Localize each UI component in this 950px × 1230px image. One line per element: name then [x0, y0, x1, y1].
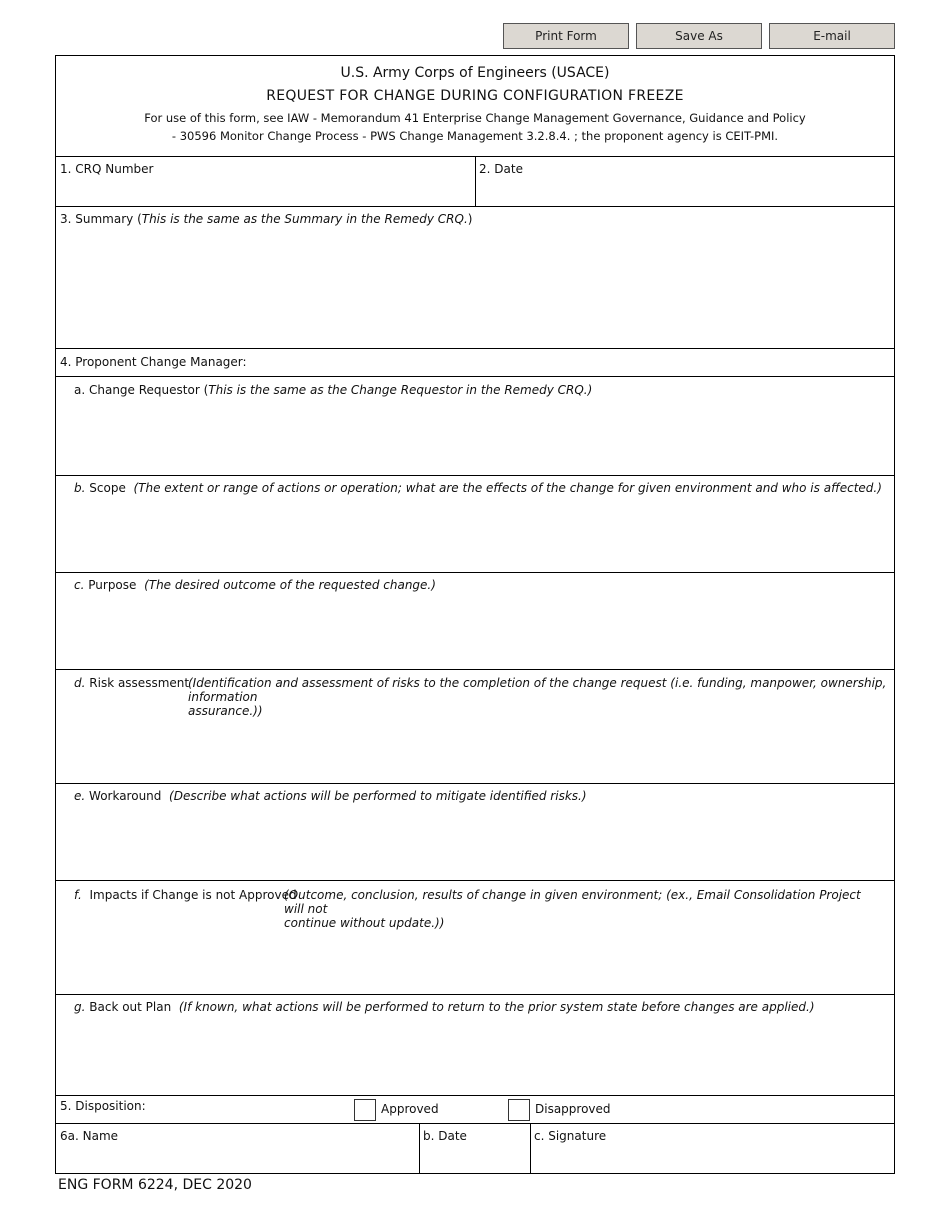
disapproved-checkbox[interactable]	[508, 1099, 530, 1121]
form-title: REQUEST FOR CHANGE DURING CONFIGURATION FREEZE	[266, 88, 684, 104]
instructions-line-2: - 30596 Monitor Change Process - PWS Change Management 3.2.8.4. ; the proponent agency is CEIT-PMI.	[171, 129, 779, 143]
workaround-row	[56, 783, 894, 880]
purpose-label: c. Purpose (The desired outcome of the requested change.)	[74, 578, 436, 592]
impacts-input[interactable]	[74, 925, 888, 989]
name-label: 6a. Name	[60, 1129, 119, 1143]
change-requestor-input[interactable]	[74, 403, 888, 471]
approved-checkbox[interactable]	[354, 1099, 376, 1121]
crq-row	[56, 156, 894, 206]
purpose-input[interactable]	[74, 599, 888, 665]
disposition-label: 5. Disposition:	[60, 1099, 146, 1113]
purpose-row	[56, 572, 894, 669]
scope-input[interactable]	[74, 502, 888, 568]
change-requestor-label: a. Change Requestor (This is the same as the Change Requestor in the Remedy CRQ.)	[74, 383, 593, 397]
change-request-form	[55, 55, 895, 1174]
summary-label: 3. Summary (This is the same as the Summary in the Remedy CRQ.)	[60, 212, 473, 226]
print-form-button[interactable]: Print Form	[503, 23, 629, 49]
instructions-line-1: For use of this form, see IAW - Memorandum 41 Enterprise Change Management Governance, Guidance and Policy	[144, 111, 806, 125]
impacts-row	[56, 880, 894, 994]
impacts-hint: (Outcome, conclusion, results of change in given environment; (ex., Email Consolidation Project will not continue without update.))	[284, 888, 861, 930]
save-as-button[interactable]: Save As	[636, 23, 762, 49]
form-id: ENG FORM 6224, DEC 2020	[58, 1177, 252, 1193]
name-input[interactable]	[60, 1146, 414, 1170]
workaround-input[interactable]	[74, 810, 888, 876]
signature-input[interactable]	[534, 1146, 888, 1170]
crq-number-input[interactable]	[60, 179, 470, 203]
proponent-row	[56, 348, 894, 376]
impacts-label: f. Impacts if Change is not Approved	[74, 888, 297, 902]
crq-number-label: 1. CRQ Number	[60, 162, 154, 176]
risk-label: d. Risk assessment	[74, 676, 190, 690]
change-requestor-row	[56, 376, 894, 475]
backout-row	[56, 994, 894, 1095]
signature-label: c. Signature	[534, 1129, 607, 1143]
date-input[interactable]	[479, 179, 889, 203]
workaround-label: e. Workaround (Describe what actions will be performed to mitigate identified risks.)	[74, 789, 587, 803]
approver-row	[56, 1123, 894, 1173]
disapproved-label: Disapproved	[535, 1102, 611, 1116]
proponent-label: 4. Proponent Change Manager:	[60, 355, 247, 369]
email-button[interactable]: E-mail	[769, 23, 895, 49]
backout-input[interactable]	[74, 1021, 888, 1091]
summary-row	[56, 206, 894, 348]
sign-date-input[interactable]	[423, 1146, 526, 1170]
disposition-row	[56, 1095, 894, 1123]
approved-label: Approved	[381, 1102, 439, 1116]
scope-row	[56, 475, 894, 572]
risk-row	[56, 669, 894, 783]
summary-input[interactable]	[60, 231, 888, 343]
scope-label: b. Scope (The extent or range of actions or operation; what are the effects of the change for given environment and who is affected.)	[74, 481, 882, 495]
agency-name: U.S. Army Corps of Engineers (USACE)	[340, 65, 610, 81]
risk-input[interactable]	[74, 712, 888, 778]
backout-label: g. Back out Plan (If known, what actions will be performed to return to the prior system state before changes are applied.)	[74, 1000, 815, 1014]
date-label: 2. Date	[479, 162, 523, 176]
sign-date-label: b. Date	[423, 1129, 467, 1143]
risk-hint: (Identification and assessment of risks to the completion of the change request (i.e. funding, manpower, ownership, information assurance.))	[188, 676, 887, 718]
